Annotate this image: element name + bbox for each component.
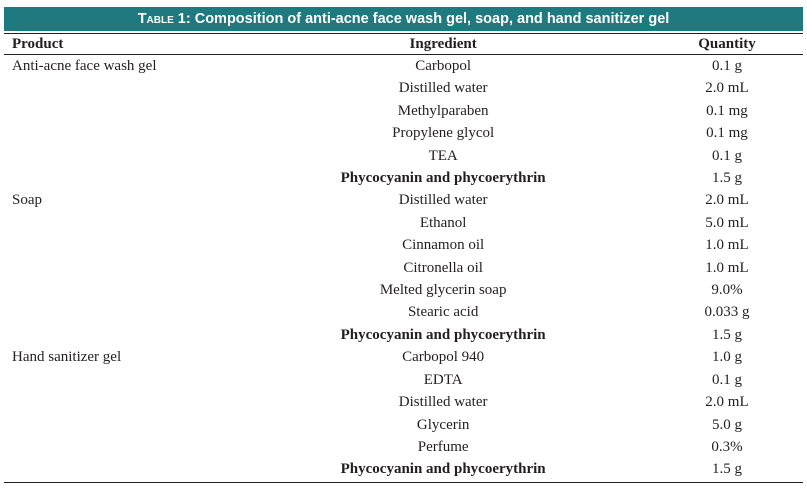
cell-quantity: 5.0 mL [705, 214, 749, 231]
table-row [4, 324, 803, 346]
cell-ingredient: Citronella oil [403, 259, 483, 276]
table-bottom-rule [4, 482, 803, 483]
cell-quantity: 2.0 mL [705, 192, 749, 209]
cell-product: Soap [12, 192, 42, 209]
table-row [4, 257, 803, 279]
cell-product [4, 77, 235, 99]
cell-product: Anti-acne face wash gel [12, 58, 157, 74]
cell-quantity: 0.1 g [711, 147, 742, 164]
cell-ingredient: Methylparaben [397, 102, 489, 119]
cell-ingredient: Cinnamon oil [402, 237, 485, 254]
cell-product [4, 257, 235, 279]
cell-product [4, 369, 235, 391]
cell-ingredient: Propylene glycol [392, 125, 495, 142]
table-row [4, 212, 803, 234]
cell-product [4, 234, 235, 256]
table-row [4, 346, 803, 368]
cell-ingredient: Distilled water [398, 192, 488, 209]
cell-ingredient: Melted glycerin soap [379, 282, 507, 299]
cell-quantity: 1.0 mL [705, 259, 749, 276]
composition-table [4, 34, 803, 481]
table-row [4, 301, 803, 323]
cell-product [4, 212, 235, 234]
table-row [4, 189, 803, 211]
cell-product [4, 145, 235, 167]
cell-quantity: 0.1 g [711, 371, 742, 388]
cell-ingredient: Glycerin [416, 416, 470, 433]
cell-ingredient: Stearic acid [407, 304, 479, 321]
cell-product [4, 391, 235, 413]
cell-ingredient: Carbopol [415, 58, 472, 74]
cell-product [4, 324, 235, 346]
table-caption-label: Table 1: [137, 11, 191, 27]
cell-quantity: 0.033 g [704, 304, 750, 321]
cell-ingredient: Distilled water [398, 394, 488, 411]
table-row [4, 279, 803, 301]
cell-ingredient: EDTA [423, 371, 463, 388]
cell-ingredient: Phycocyanin and phycoerythrin [340, 170, 546, 187]
cell-ingredient: Ethanol [419, 214, 467, 231]
cell-ingredient: Carbopol 940 [402, 349, 485, 366]
table-row [4, 458, 803, 480]
cell-product [4, 436, 235, 458]
table-row [4, 54, 803, 77]
table-header-row [4, 34, 803, 54]
table-caption [4, 7, 803, 31]
cell-quantity: 1.5 g [711, 170, 742, 187]
table-body [4, 54, 803, 481]
cell-product [4, 414, 235, 436]
cell-quantity: 0.3% [711, 438, 743, 455]
cell-product: Hand sanitizer gel [12, 349, 122, 366]
cell-quantity: 0.1 mg [706, 102, 748, 119]
cell-quantity: 0.1 mg [706, 125, 748, 142]
cell-quantity: 0.1 g [711, 58, 742, 74]
table-row [4, 391, 803, 413]
table-row [4, 234, 803, 256]
cell-quantity: 1.5 g [711, 461, 742, 478]
cell-product [4, 122, 235, 144]
table-row [4, 145, 803, 167]
cell-product [4, 167, 235, 189]
cell-quantity: 2.0 mL [705, 80, 749, 97]
header-product: Product [12, 36, 64, 52]
cell-quantity: 1.5 g [711, 326, 742, 343]
table-row [4, 77, 803, 99]
cell-ingredient: Phycocyanin and phycoerythrin [340, 326, 546, 343]
table-caption-text: Composition of anti-acne face wash gel, soap, and hand sanitizer gel [190, 11, 670, 27]
cell-quantity: 2.0 mL [705, 394, 749, 411]
cell-ingredient: Perfume [417, 438, 469, 455]
cell-product [4, 458, 235, 480]
cell-ingredient: TEA [428, 147, 458, 164]
cell-product [4, 100, 235, 122]
cell-quantity: 1.0 g [711, 349, 742, 366]
cell-product [4, 279, 235, 301]
table-row [4, 369, 803, 391]
table-row [4, 100, 803, 122]
table-row [4, 414, 803, 436]
header-quantity: Quantity [698, 36, 756, 52]
cell-ingredient: Phycocyanin and phycoerythrin [340, 461, 546, 478]
table-row [4, 167, 803, 189]
cell-quantity: 9.0% [711, 282, 743, 299]
cell-product [4, 301, 235, 323]
cell-quantity: 1.0 mL [705, 237, 749, 254]
cell-quantity: 5.0 g [711, 416, 742, 433]
cell-ingredient: Distilled water [398, 80, 488, 97]
header-ingredient: Ingredient [409, 36, 477, 52]
table-row [4, 436, 803, 458]
table-row [4, 122, 803, 144]
